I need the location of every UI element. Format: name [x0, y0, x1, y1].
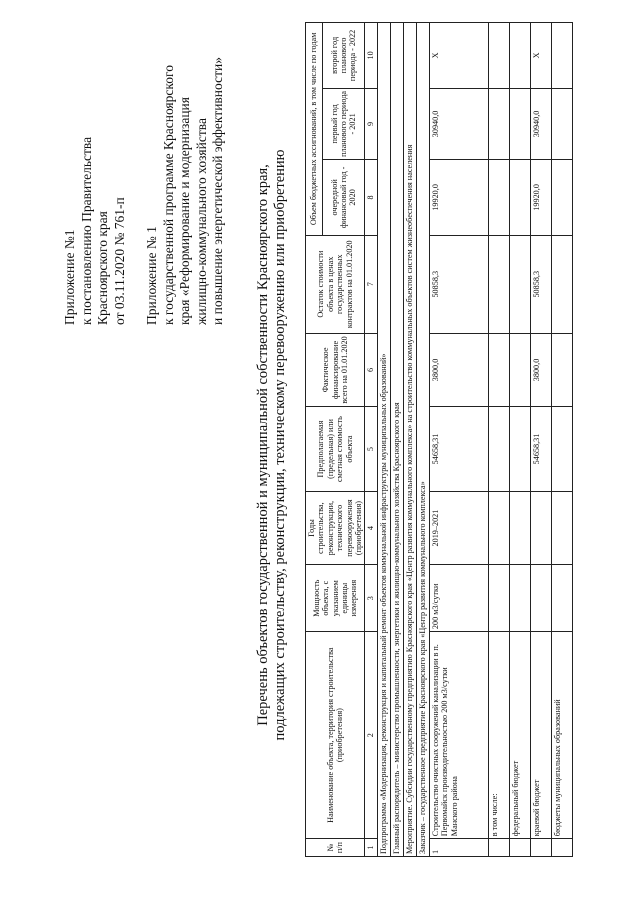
budget-row [488, 23, 509, 857]
budget-2022 [488, 23, 509, 89]
budget-2020: 19920,0 [530, 160, 551, 236]
budget-cost: 54658,31 [530, 407, 551, 492]
appendix-line: к постановлению Правительства [78, 136, 94, 325]
budget-2020 [509, 160, 530, 236]
budget-row [551, 23, 572, 857]
object-row [429, 23, 488, 857]
appendix-line: Красноярского края [95, 211, 110, 325]
budget-remainder [509, 235, 530, 333]
object-remainder: 50858,3 [429, 235, 488, 333]
object-capacity: 200 м3/сутки [429, 565, 488, 632]
budget-2021: 30940,0 [530, 88, 551, 159]
col-number: 6 [365, 333, 377, 406]
header-cost: Предполагаемая (предельная) или сметная стоимость объекта [306, 407, 365, 492]
budget-2021 [551, 88, 572, 159]
budget-label: бюджеты муниципальных образований [551, 632, 572, 839]
object-years: 2019–2021 [429, 491, 488, 564]
header-remainder: Остаток стоимости объекта в ценах государственных контрактов на 01.01.2020 [306, 235, 365, 333]
object-2021: 30940,0 [429, 88, 488, 159]
manager-row [390, 23, 403, 857]
col-number: 9 [365, 88, 377, 159]
header-financed: Фактическое финансирование всего на 01.01.2020 [306, 333, 365, 406]
budget-2020 [551, 160, 572, 236]
budget-remainder [551, 235, 572, 333]
budget-2022 [551, 23, 572, 89]
appendix-line: Приложение № 1 [144, 226, 159, 325]
customer-row [416, 23, 429, 857]
col-number: 7 [365, 235, 377, 333]
header-2020: очередной финансовый год - 2020 [322, 160, 365, 236]
header-row [306, 23, 323, 857]
budget-2022: Х [530, 23, 551, 89]
appendix-line: от 03.11.2020 № 761-п [111, 197, 127, 325]
budget-financed [488, 333, 509, 406]
budget-label: федеральный бюджет [509, 632, 530, 839]
appendix-line: и повышение энергетической эффективности» [210, 57, 225, 325]
object-2022: Х [429, 23, 488, 89]
header-2022: второй год планового периода - 2022 [322, 23, 365, 89]
budget-remainder [488, 235, 509, 333]
subprogram-row [377, 23, 390, 857]
span-text: Главный распорядитель – министерство промышленности, энергетики и жилищно-коммунального хозяйства Красноярского края [390, 23, 403, 857]
object-name: Строительство очистных сооружений канализации в п. Первомайск производительностью 200 м3/сутки Манского района [429, 632, 488, 839]
budget-2020 [488, 160, 509, 236]
col-number: 4 [365, 491, 377, 564]
budget-label: краевой бюджет [530, 632, 551, 839]
col-number: 1 [365, 839, 377, 857]
span-text: Заказчик – государственное предприятие Красноярского края «Центр развития коммунального комплекса» [416, 23, 429, 857]
object-num: 1 [429, 839, 488, 857]
budget-cost [551, 407, 572, 492]
object-2020: 19920,0 [429, 160, 488, 236]
budget-financed [551, 333, 572, 406]
title-line: Перечень объектов государственной и муниципальной собственности Красноярского края, [255, 164, 271, 726]
col-number: 10 [365, 23, 377, 89]
budget-2022 [509, 23, 530, 89]
budget-row [509, 23, 530, 857]
header-funding: Объем бюджетных ассигнований, в том числе по годам [306, 23, 323, 236]
appendix-header [62, 25, 227, 325]
column-number-row [365, 23, 377, 857]
budget-financed [509, 333, 530, 406]
budget-cost [488, 407, 509, 492]
appendix-line: к государственной программе Красноярского [160, 65, 176, 325]
col-number: 8 [365, 160, 377, 236]
budget-financed: 3800,0 [530, 333, 551, 406]
appendix-line: жилищно-коммунального хозяйства [193, 118, 209, 325]
span-text: Мероприятие. Субсидии государственному предприятию Красноярского края «Центр развития коммунального комплекса» на строительство коммунальных объектов систем жизнеобеспечения населения [403, 23, 416, 857]
header-2021: первый год планового периода - 2021 [322, 88, 365, 159]
object-cost: 54658,31 [429, 407, 488, 492]
appendix-line: Приложение №1 [62, 229, 77, 325]
header-num: № п/п [306, 839, 365, 857]
header-capacity: Мощность объекта, с указанием единицы измерения [306, 565, 365, 632]
budget-row [530, 23, 551, 857]
objects-table [305, 22, 573, 857]
title-line: подлежащих строительству, реконструкции, техническому перевооружению или приобретению [272, 149, 288, 741]
span-text: Подпрограмма «Модернизация, реконструкция и капитальный ремонт объектов коммунальной инфраструктуры муниципальных образований» [377, 23, 390, 857]
col-number: 5 [365, 407, 377, 492]
budget-2021 [509, 88, 530, 159]
header-years: Годы строительства, реконструкции, технического перевооружения (приобретения) [306, 491, 365, 564]
document-title [255, 65, 289, 825]
object-financed: 3800,0 [429, 333, 488, 406]
appendix-line: края «Реформирование и модернизация [177, 97, 192, 325]
budget-2021 [488, 88, 509, 159]
header-name: Наименование объекта, территория строительства (приобретения) [306, 632, 365, 839]
budget-label: в том числе: [488, 632, 509, 839]
col-number: 3 [365, 565, 377, 632]
budget-cost [509, 407, 530, 492]
measure-row [403, 23, 416, 857]
budget-remainder: 50858,3 [530, 235, 551, 333]
col-number: 2 [365, 632, 377, 839]
